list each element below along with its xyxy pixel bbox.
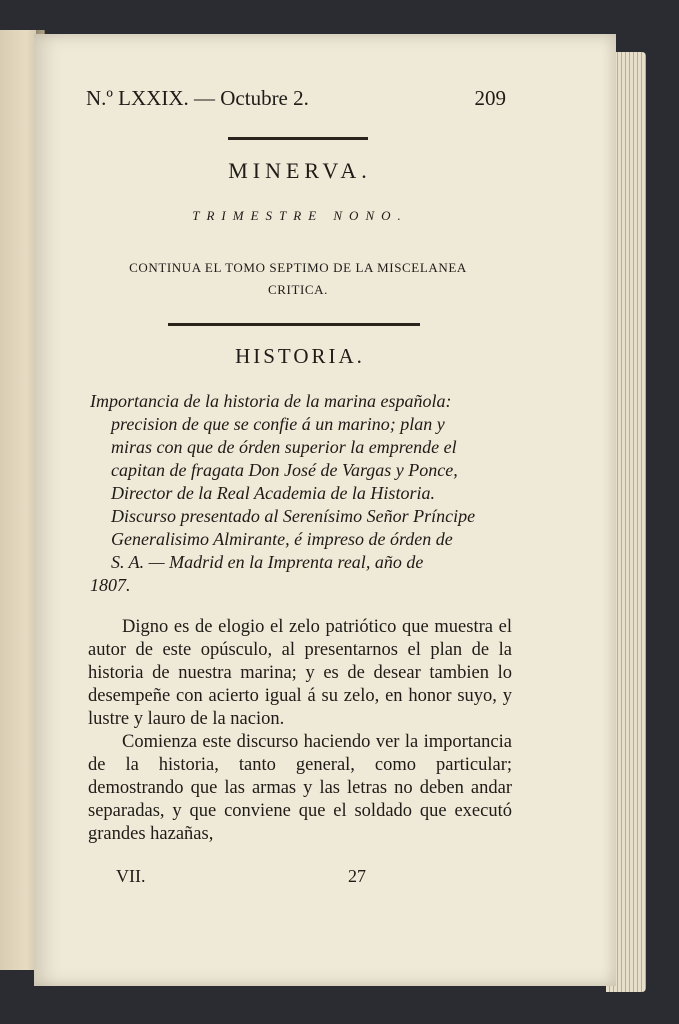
body-paragraph: Comienza este discurso haciendo ver la importancia de la historia, tanto general, como particular; demostrando que las armas y las letras no deben andar separadas, y que conviene que el soldado que executó grandes hazañas,: [88, 732, 512, 844]
journal-subtitle: TRIMESTRE NONO.: [192, 208, 408, 223]
issue-number: N.º LXXIX. — Octubre 2.: [86, 86, 309, 110]
page-number: 209: [474, 86, 506, 110]
continuation-line-2: CRITICA.: [267, 282, 329, 297]
entry-line: Discurso presentado al Serenísimo Señor Príncipe: [111, 506, 476, 526]
continuation-line-1: CONTINUA EL TOMO SEPTIMO DE LA MISCELANEA: [129, 260, 467, 275]
section-heading: HISTORIA.: [235, 344, 365, 368]
signature-number: 27: [348, 866, 366, 886]
entry-line: precision de que se confie á un marino; plan y: [111, 414, 445, 434]
entry-line: miras con que de órden superior la emprende el: [111, 437, 457, 457]
entry-line: Director de la Real Academia de la Historia.: [111, 483, 435, 503]
body-paragraph: Digno es de elogio el zelo patriótico que muestra el autor de este opúsculo, al presentarnos el plan de la historia de nuestra marina; y es de desear tambien lo desempeñe con acierto igual á su zelo, en honor suyo, y lustre y lauro de la nacion.: [88, 617, 512, 729]
entry-line: Importancia de la historia de la marina española:: [90, 391, 452, 411]
journal-title: MINERVA.: [228, 158, 372, 183]
title-rule-top: [228, 137, 368, 140]
signature-mark: VII.: [116, 866, 146, 886]
section-rule: [168, 323, 420, 326]
entry-line: 1807.: [90, 575, 131, 595]
continuation-note: [84, 257, 512, 301]
entry-line: Generalisimo Almirante, é impreso de órden de: [111, 529, 453, 549]
entry-line: S. A. — Madrid en la Imprenta real, año de: [111, 552, 424, 572]
running-header: [86, 86, 506, 116]
entry-line: capitan de fragata Don José de Vargas y Ponce,: [111, 460, 458, 480]
body-text: [88, 616, 512, 846]
bibliographic-entry: [90, 390, 510, 597]
page-footer: [116, 866, 366, 890]
